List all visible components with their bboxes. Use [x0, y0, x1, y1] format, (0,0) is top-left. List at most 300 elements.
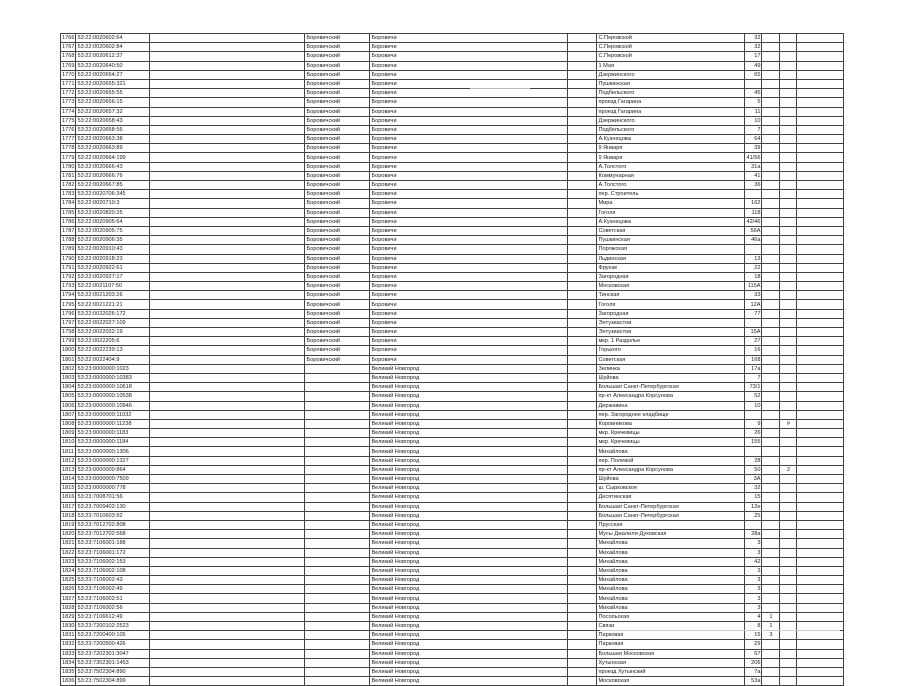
table-cell: [305, 603, 370, 612]
table-cell: [797, 52, 844, 61]
table-cell: пр-кт Александра Корсунова: [597, 465, 745, 474]
table-cell: [762, 254, 780, 263]
table-cell: 53:23:7502304:899: [76, 677, 150, 686]
table-cell: 9 Января: [597, 153, 745, 162]
table-cell: Шуйова: [597, 475, 745, 484]
table-cell: [762, 438, 780, 447]
table-cell: [780, 318, 797, 327]
table-cell: 1804: [62, 384, 75, 391]
table-cell: 53:23:7106001:172: [76, 548, 150, 557]
table-cell: [780, 125, 797, 134]
table-cell: [762, 530, 780, 539]
table-cell: Боровичский: [305, 70, 370, 79]
table-cell: [150, 337, 305, 346]
table-cell: Боровичи: [370, 254, 568, 263]
table-cell: А.Кузнецова: [597, 135, 745, 144]
table-cell: Боровичский: [305, 217, 370, 226]
table-cell: [797, 364, 844, 373]
table-cell: 53:22:0020820:25: [76, 208, 150, 217]
table-cell: [762, 125, 780, 134]
table-row: [61, 511, 844, 520]
table-cell: [797, 594, 844, 603]
table-cell: [797, 190, 844, 199]
table-cell: Боровичи: [370, 52, 568, 61]
table-cell: 53:23:0000000:1306: [76, 447, 150, 456]
table-cell: 42/46: [746, 218, 761, 225]
table-row: [61, 392, 844, 401]
table-cell: Боровичский: [305, 245, 370, 254]
table-cell: Боровичи: [370, 300, 568, 309]
table-cell: [150, 429, 305, 438]
table-cell: Прусская: [597, 520, 745, 529]
table-cell: 28а: [745, 530, 762, 539]
table-row: [61, 263, 844, 272]
table-cell: [150, 291, 305, 300]
table-cell: Боровичи: [370, 107, 568, 116]
table-cell: Боровичский: [305, 300, 370, 309]
table-cell: пер. Полевой: [597, 456, 745, 465]
table-cell: [305, 658, 370, 667]
table-cell: Боровичи: [370, 89, 568, 98]
table-cell: [305, 502, 370, 511]
table-cell: 39: [745, 144, 762, 153]
table-cell: [762, 181, 780, 190]
table-cell: [797, 144, 844, 153]
table-cell: мкр. 1 Раздолье: [597, 337, 745, 346]
table-cell: [150, 603, 305, 612]
table-cell: [150, 355, 305, 364]
table-cell: [797, 245, 844, 254]
table-cell: Великий Новгород: [370, 603, 568, 612]
table-cell: Боровичский: [305, 272, 370, 281]
table-cell: Фрунзе: [597, 263, 745, 272]
table-cell: [762, 309, 780, 318]
table-cell: 53:23:7106002:108: [76, 566, 150, 575]
table-cell: [150, 383, 305, 392]
table-cell: Боровичи: [370, 153, 568, 162]
table-cell: [797, 226, 844, 235]
table-cell: Боровичский: [305, 171, 370, 180]
table-cell: [150, 318, 305, 327]
table-cell: 1797: [62, 319, 75, 326]
table-cell: [305, 594, 370, 603]
table-cell: 65: [745, 70, 762, 79]
table-cell: [762, 548, 780, 557]
table-cell: [762, 190, 780, 199]
table-cell: 53:23:7106002:51: [76, 594, 150, 603]
table-cell: Великий Новгород: [370, 640, 568, 649]
table-cell: [780, 300, 797, 309]
table-cell: [797, 116, 844, 125]
table-cell: [797, 318, 844, 327]
table-row: [61, 456, 844, 465]
table-cell: [305, 419, 370, 428]
table-cell: Гоголя: [597, 208, 745, 217]
table-cell: Великий Новгород: [370, 520, 568, 529]
table-cell: [150, 658, 305, 667]
table-cell: [568, 364, 597, 373]
table-cell: 7: [745, 125, 762, 134]
table-cell: [762, 373, 780, 382]
table-cell: [762, 217, 780, 226]
table-cell: Связи: [597, 622, 745, 631]
table-cell: [568, 456, 597, 465]
table-cell: 1822: [62, 549, 75, 556]
table-cell: 16: [745, 346, 762, 355]
table-cell: Боровичи: [370, 346, 568, 355]
property-register-table: [60, 33, 844, 686]
table-cell: [762, 539, 780, 548]
table-cell: Боровичи: [370, 135, 568, 144]
table-cell: [305, 493, 370, 502]
table-cell: 1776: [62, 126, 75, 133]
table-cell: [568, 199, 597, 208]
table-cell: Михайлова: [597, 548, 745, 557]
table-row: [61, 79, 844, 88]
table-row: [61, 373, 844, 382]
table-cell: 53:23:0000000:11032: [76, 410, 150, 419]
table-cell: Великий Новгород: [370, 612, 568, 621]
table-cell: 53:23:7009402:130: [76, 502, 150, 511]
table-cell: 1777: [62, 136, 75, 143]
table-cell: 53:23:7008701:56: [76, 493, 150, 502]
table-cell: [305, 511, 370, 520]
table-cell: 53:23:7012702:808: [76, 520, 150, 529]
table-cell: Великий Новгород: [370, 475, 568, 484]
table-cell: 1814: [62, 476, 75, 483]
table-cell: [780, 539, 797, 548]
table-cell: [568, 181, 597, 190]
table-row: [61, 107, 844, 116]
table-cell: пер. Загородное кладбище: [597, 410, 745, 419]
table-cell: Боровичский: [305, 107, 370, 116]
table-cell: [150, 465, 305, 474]
table-cell: 1771: [62, 81, 75, 88]
table-cell: 1795: [62, 301, 75, 308]
table-cell: [568, 309, 597, 318]
table-cell: [780, 410, 797, 419]
table-row: [61, 585, 844, 594]
table-cell: [762, 162, 780, 171]
table-cell: [780, 208, 797, 217]
table-cell: 1788: [62, 237, 75, 244]
table-cell: [150, 300, 305, 309]
table-cell: Боровичский: [305, 254, 370, 263]
table-cell: [762, 61, 780, 70]
table-cell: [780, 291, 797, 300]
table-cell: [568, 612, 597, 621]
table-row: [61, 401, 844, 410]
table-cell: [150, 557, 305, 566]
table-cell: [150, 502, 305, 511]
table-cell: 53:23:7302301:1453: [76, 658, 150, 667]
table-cell: проезд Хутынский: [597, 667, 745, 676]
table-cell: 162: [745, 199, 762, 208]
table-cell: Боровичи: [370, 79, 568, 88]
table-row: [61, 438, 844, 447]
table-cell: 15: [745, 493, 762, 502]
table-cell: 53:22:0020657:32: [76, 107, 150, 116]
table-cell: [150, 548, 305, 557]
table-cell: [797, 493, 844, 502]
table-cell: 53:22:0020656:15: [76, 98, 150, 107]
table-cell: [797, 135, 844, 144]
table-cell: [305, 410, 370, 419]
table-cell: [762, 208, 780, 217]
table-cell: Боровичский: [305, 318, 370, 327]
table-cell: пр-кт Александра Корсунова: [597, 392, 745, 401]
table-cell: [150, 79, 305, 88]
table-cell: [568, 520, 597, 529]
table-row: [61, 667, 844, 676]
table-cell: 1780: [62, 163, 75, 170]
table-cell: [150, 107, 305, 116]
table-cell: 45: [745, 89, 762, 98]
table-cell: [780, 337, 797, 346]
table-row: [61, 217, 844, 226]
table-cell: [780, 484, 797, 493]
table-row: [61, 153, 844, 162]
table-cell: 53:23:7200400:105: [76, 631, 150, 640]
table-cell: 1: [762, 612, 780, 621]
table-cell: Боровичи: [370, 291, 568, 300]
table-cell: [150, 640, 305, 649]
table-cell: [797, 254, 844, 263]
table-cell: [150, 456, 305, 465]
table-cell: 1775: [62, 117, 75, 124]
table-cell: 53:22:0021107:50: [76, 282, 150, 291]
table-cell: пер. Строитель: [597, 190, 745, 199]
table-cell: Боровичи: [370, 263, 568, 272]
table-cell: 53:22:0020658:43: [76, 116, 150, 125]
table-cell: 1827: [62, 595, 75, 602]
table-cell: 53:22:0020602:84: [76, 43, 150, 52]
table-cell: [797, 383, 844, 392]
table-cell: 53:23:7010603:92: [76, 511, 150, 520]
table-cell: [780, 190, 797, 199]
table-cell: А.Толстого: [597, 162, 745, 171]
table-cell: Боровичи: [370, 98, 568, 107]
table-cell: [762, 447, 780, 456]
table-cell: [150, 631, 305, 640]
table-cell: Боровичский: [305, 282, 370, 291]
table-row: [61, 282, 844, 291]
table-cell: [797, 98, 844, 107]
table-cell: 168: [745, 355, 762, 364]
table-cell: [568, 89, 597, 98]
table-cell: 1830: [62, 623, 75, 630]
table-cell: Великий Новгород: [370, 631, 568, 640]
table-cell: 1 Мая: [597, 61, 745, 70]
table-cell: Боровичи: [370, 171, 568, 180]
table-cell: [150, 236, 305, 245]
table-cell: [797, 309, 844, 318]
table-cell: [780, 585, 797, 594]
table-cell: Порожская: [597, 245, 745, 254]
table-cell: [150, 677, 305, 686]
table-cell: [568, 346, 597, 355]
table-cell: [568, 594, 597, 603]
table-cell: [762, 116, 780, 125]
table-cell: [568, 465, 597, 474]
table-cell: Боровичский: [305, 309, 370, 318]
table-cell: [780, 548, 797, 557]
table-cell: 15: [745, 631, 762, 640]
table-cell: [797, 438, 844, 447]
table-cell: [150, 419, 305, 428]
table-cell: Дзержинского: [597, 70, 745, 79]
table-cell: [150, 576, 305, 585]
table-row: [61, 52, 844, 61]
table-row: [61, 98, 844, 107]
table-cell: [150, 622, 305, 631]
table-cell: Большая Санкт-Петербургская: [597, 502, 745, 511]
table-cell: [745, 447, 762, 456]
table-cell: 53:23:0000000:1183: [76, 429, 150, 438]
table-cell: [780, 475, 797, 484]
scan-noise-line: [470, 88, 530, 89]
table-cell: проезд Гагарина: [597, 107, 745, 116]
table-cell: [150, 566, 305, 575]
table-cell: Боровичский: [305, 153, 370, 162]
table-cell: Великий Новгород: [370, 484, 568, 493]
table-cell: [762, 429, 780, 438]
table-cell: [797, 429, 844, 438]
table-cell: [762, 245, 780, 254]
table-cell: [797, 557, 844, 566]
table-cell: Великий Новгород: [370, 502, 568, 511]
table-cell: 1773: [62, 99, 75, 106]
table-cell: [150, 282, 305, 291]
table-cell: [780, 153, 797, 162]
table-cell: Боровичский: [305, 236, 370, 245]
table-cell: [762, 328, 780, 337]
table-cell: 53:22:0020664:199: [76, 153, 150, 162]
table-cell: [762, 493, 780, 502]
table-cell: Боровичи: [370, 61, 568, 70]
table-cell: 1815: [62, 485, 75, 492]
table-cell: Боровичи: [370, 355, 568, 364]
table-cell: 7: [745, 373, 762, 382]
table-cell: Боровичский: [305, 346, 370, 355]
table-cell: [780, 429, 797, 438]
table-cell: 17: [745, 52, 762, 61]
table-cell: Великий Новгород: [370, 548, 568, 557]
table-cell: 3: [745, 594, 762, 603]
table-cell: 32: [745, 43, 762, 52]
table-cell: 53:23:0000000:11238: [76, 419, 150, 428]
table-cell: Великий Новгород: [370, 383, 568, 392]
table-cell: Боровичский: [305, 291, 370, 300]
table-cell: 1828: [62, 604, 75, 611]
table-cell: Великий Новгород: [370, 539, 568, 548]
table-cell: 53:22:0020905:64: [76, 217, 150, 226]
table-cell: 1809: [62, 430, 75, 437]
table-cell: 67: [745, 649, 762, 658]
table-cell: [568, 282, 597, 291]
table-cell: [150, 125, 305, 134]
table-cell: Пушкинская: [597, 236, 745, 245]
table-cell: Коровникова: [597, 419, 745, 428]
table-cell: [568, 125, 597, 134]
table-cell: [780, 181, 797, 190]
table-cell: [780, 667, 797, 676]
table-cell: Боровичи: [370, 43, 568, 52]
table-cell: [305, 438, 370, 447]
table-cell: [150, 447, 305, 456]
table-row: [61, 181, 844, 190]
table-cell: 53:22:0020663:38: [76, 135, 150, 144]
table-cell: [150, 612, 305, 621]
table-cell: [780, 603, 797, 612]
table-cell: 2: [780, 465, 797, 474]
table-cell: Шуйова: [597, 373, 745, 382]
table-cell: [797, 585, 844, 594]
table-cell: [568, 429, 597, 438]
table-cell: 4: [745, 612, 762, 621]
table-cell: [762, 456, 780, 465]
table-cell: 29: [745, 640, 762, 649]
table-cell: 3: [745, 539, 762, 548]
table-cell: 53:22:0022205:6: [76, 337, 150, 346]
table-cell: [305, 622, 370, 631]
table-cell: Великий Новгород: [370, 364, 568, 373]
table-cell: [780, 438, 797, 447]
table-cell: [762, 649, 780, 658]
table-cell: [568, 328, 597, 337]
table-cell: [797, 649, 844, 658]
table-cell: [797, 640, 844, 649]
table-cell: 1: [762, 622, 780, 631]
table-cell: [797, 667, 844, 676]
table-cell: [762, 236, 780, 245]
table-cell: Боровичский: [305, 190, 370, 199]
table-cell: [762, 43, 780, 52]
table-cell: Великий Новгород: [370, 429, 568, 438]
table-cell: Боровичский: [305, 199, 370, 208]
table-cell: [568, 116, 597, 125]
table-cell: [780, 612, 797, 621]
table-cell: [150, 43, 305, 52]
table-cell: [568, 162, 597, 171]
table-cell: [150, 410, 305, 419]
table-row: [61, 594, 844, 603]
table-cell: [568, 649, 597, 658]
table-cell: [150, 208, 305, 217]
table-cell: 18: [745, 272, 762, 281]
table-cell: [762, 484, 780, 493]
table-cell: Боровичи: [370, 190, 568, 199]
table-cell: 53:23:7200500:426: [76, 640, 150, 649]
table-cell: 1769: [62, 62, 75, 69]
table-cell: А.Кузнецова: [597, 217, 745, 226]
table-cell: Большая Санкт-Петербургская: [597, 383, 745, 392]
table-cell: [797, 208, 844, 217]
table-cell: Посольская: [597, 612, 745, 621]
table-row: [61, 309, 844, 318]
table-cell: 3: [745, 566, 762, 575]
table-cell: [568, 475, 597, 484]
table-cell: 1816: [62, 494, 75, 501]
table-cell: [568, 226, 597, 235]
table-row: [61, 346, 844, 355]
table-cell: 13: [745, 254, 762, 263]
table-cell: [797, 539, 844, 548]
table-cell: [150, 272, 305, 281]
table-cell: [568, 383, 597, 392]
table-cell: [762, 465, 780, 474]
table-cell: [150, 520, 305, 529]
